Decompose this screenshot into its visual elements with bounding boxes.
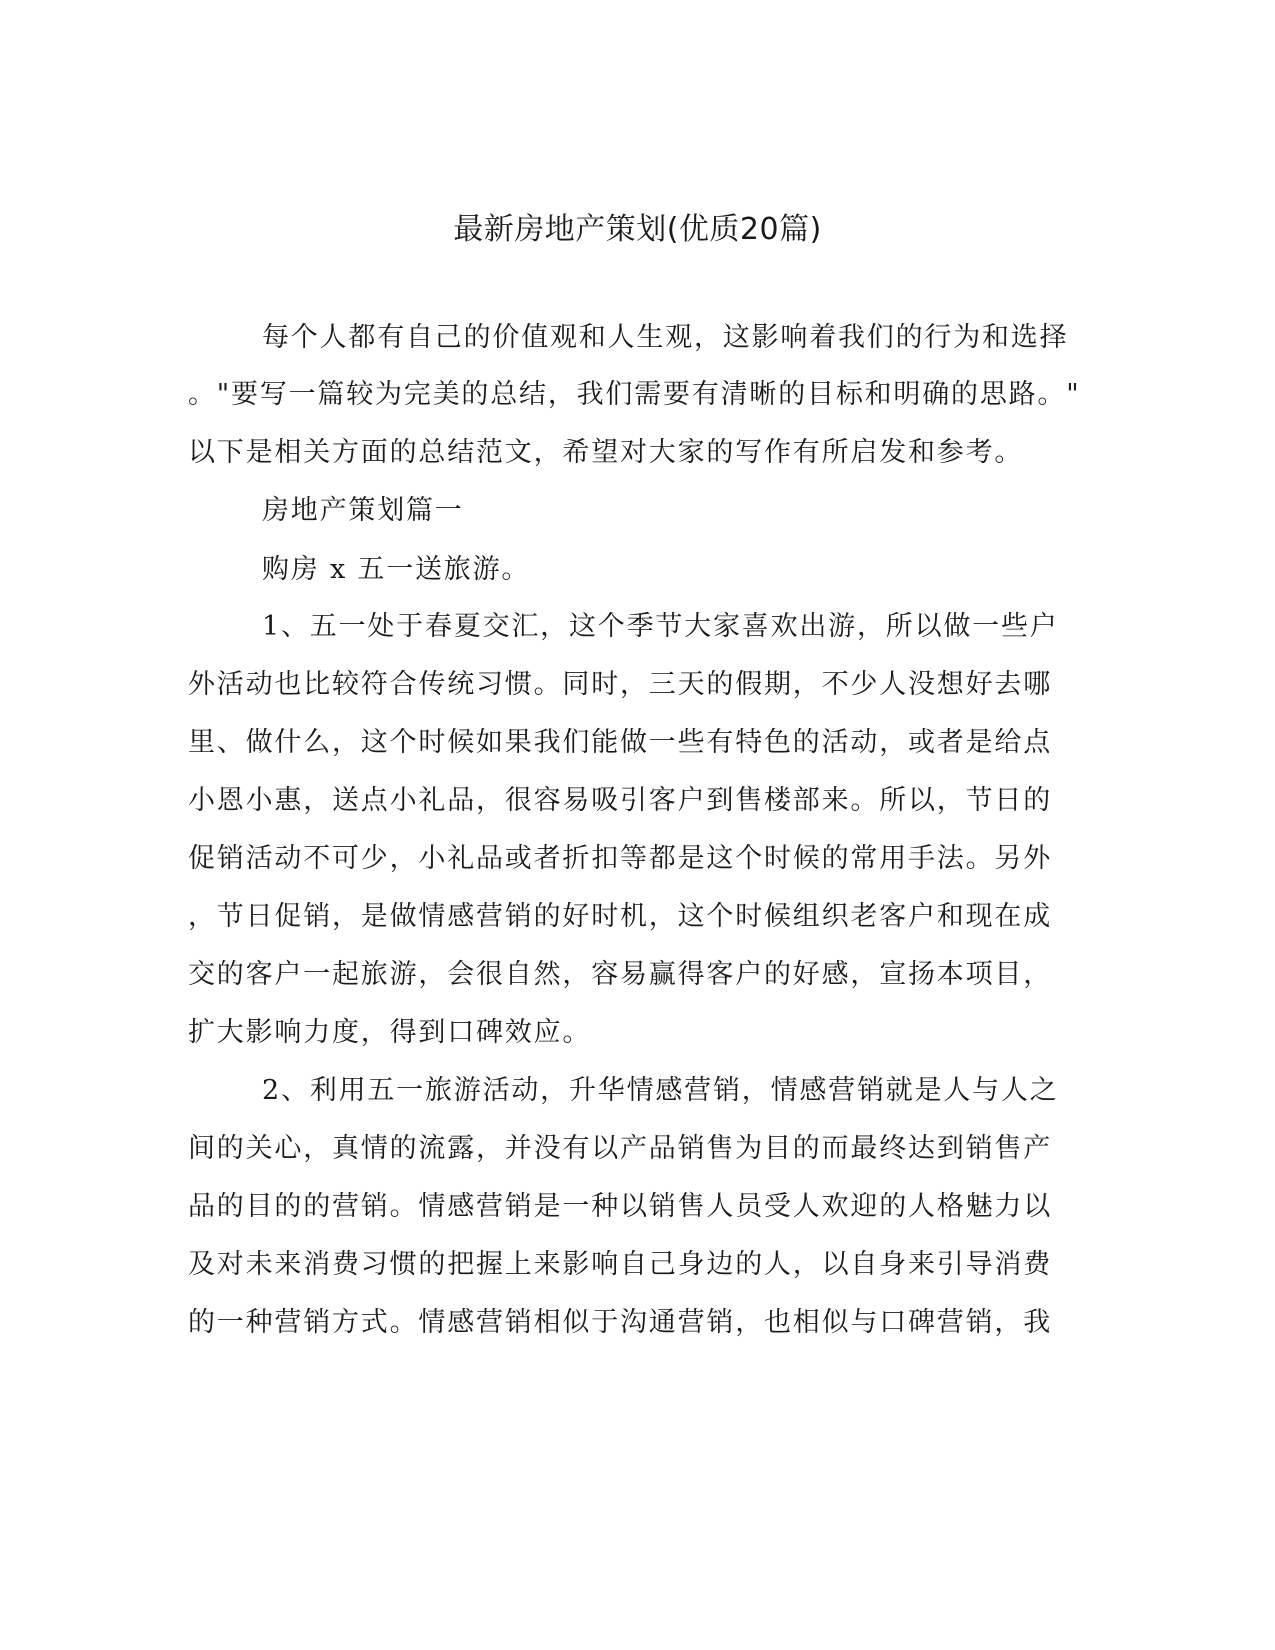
body-line: 及对未来消费习惯的把握上来影响自己身边的人，以自身来引导消费 [188,1249,1052,1280]
body-line: 。"要写一篇较为完美的总结，我们需要有清晰的目标和明确的思路。" [188,379,1081,410]
body-line: 里、做什么，这个时候如果我们能做一些有特色的活动，或者是给点 [188,727,1052,758]
document-title: 最新房地产策划(优质20篇) [453,212,822,247]
body-line: ，节日促销，是做情感营销的好时机，这个时候组织老客户和现在成 [188,901,1052,932]
body-line: 每个人都有自己的价值观和人生观，这影响着我们的行为和选择 [262,322,1069,353]
body-line: 品的目的的营销。情感营销是一种以销售人员受人欢迎的人格魅力以 [188,1191,1052,1222]
body-line: 间的关心，真情的流露，并没有以产品销售为目的而最终达到销售产 [188,1133,1052,1164]
body-line: 扩大影响力度，得到口碑效应。 [188,1017,592,1048]
section-heading: 房地产策划篇一 [262,495,464,526]
body-line: 交的客户一起旅游，会很自然，容易赢得客户的好感，宣扬本项目， [188,959,1052,990]
body-line: 购房 x 五一送旅游。 [262,554,531,585]
body-line: 1、五一处于春夏交汇，这个季节大家喜欢出游，所以做一些户 [262,611,1059,642]
body-line: 2、利用五一旅游活动，升华情感营销，情感营销就是人与人之 [262,1075,1059,1106]
body-line: 的一种营销方式。情感营销相似于沟通营销，也相似与口碑营销，我 [188,1307,1052,1338]
body-line: 促销活动不可少，小礼品或者折扣等都是这个时候的常用手法。另外 [188,843,1052,874]
body-line: 以下是相关方面的总结范文，希望对大家的写作有所启发和参考。 [188,437,1024,468]
body-line: 小恩小惠，送点小礼品，很容易吸引客户到售楼部来。所以，节日的 [188,785,1052,816]
body-line: 外活动也比较符合传统习惯。同时，三天的假期，不少人没想好去哪 [188,669,1052,700]
